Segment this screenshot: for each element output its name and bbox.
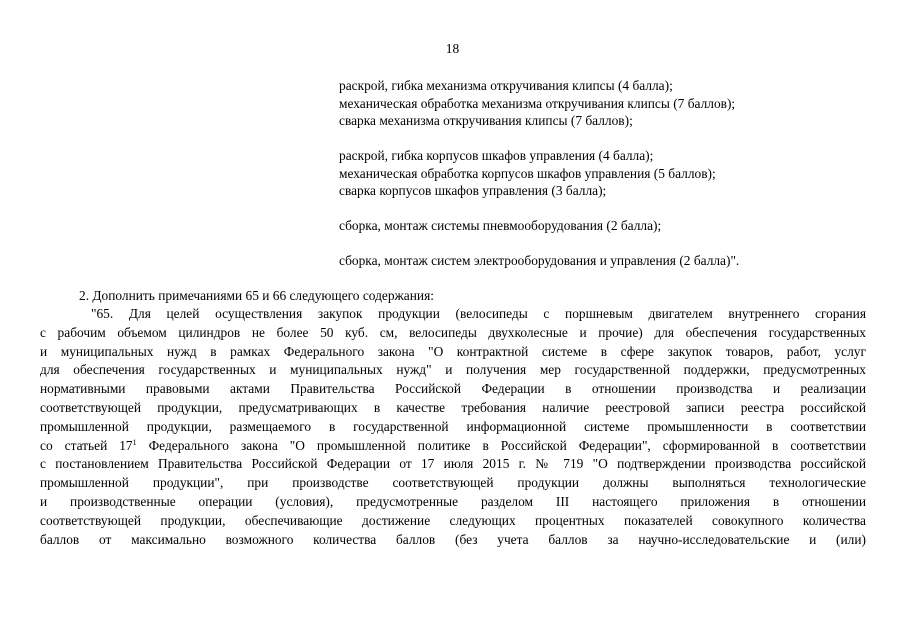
instruction-paragraph: 2. Дополнить примечаниями 65 и 66 следующего содержания:	[79, 288, 434, 303]
paragraph-line: соответствующей продукции, обеспечивающие достижение следующих процентных показателей совокупного количества	[40, 512, 866, 528]
list-gap	[339, 200, 859, 218]
list-item: раскрой, гибка корпусов шкафов управления (4 балла);	[339, 148, 654, 163]
list-item: сварка механизма откручивания клипсы (7 баллов);	[339, 113, 633, 128]
page-number: 18	[445, 41, 460, 56]
paragraph-line: с постановлением Правительства Российской Федерации от 17 июля 2015 г. № 719 "О подтверждении производства российской	[40, 456, 866, 472]
list-gap	[339, 130, 859, 148]
paragraph-line: промышленной продукции, размещаемого в государственной информационной системе промышленности в соответствии	[40, 418, 866, 434]
superscript: 1	[132, 437, 137, 447]
paragraph-line: для обеспечения государственных и муниципальных нужд" и получения мер государственной поддержки, предусмотренных	[40, 362, 866, 378]
list-item: раскрой, гибка механизма откручивания клипсы (4 балла);	[339, 78, 673, 93]
list-item: сборка, монтаж системы пневмооборудования (2 балла);	[339, 218, 662, 233]
paragraph-line: соответствующей продукции, предусматривающих в качестве требования наличие реестровой записи реестра российской	[40, 399, 866, 415]
paragraph-line: с рабочим объемом цилиндров не более 50 куб. см, велосипеды двухколесные и прочие) для обеспечения государственных	[40, 324, 866, 340]
paragraph-line: и муниципальных нужд в рамках Федерального закона "О контрактной системе в сфере закупок товаров, работ, услуг	[40, 343, 866, 359]
paragraph-line: "65. Для целей осуществления закупок продукции (велосипеды с поршневым двигателем внутреннего сгорания	[91, 306, 866, 321]
list-item: механическая обработка механизма откручивания клипсы (7 баллов);	[339, 95, 736, 111]
paragraph-line: и производственные операции (условия), предусмотренные разделом III настоящего приложения в отношении	[40, 493, 866, 509]
paragraph-line: нормативными правовыми актами Правительства Российской Федерации в отношении производства и реализации	[40, 381, 866, 397]
text-fragment: Федерального закона "О промышленной политике в Российской Федерации", сформированной в соответствии	[136, 437, 866, 453]
note-65-paragraph	[40, 305, 866, 549]
paragraph-line	[40, 437, 866, 456]
list-item: сварка корпусов шкафов управления (3 балла);	[339, 183, 607, 198]
text-fragment: со статьей 17	[40, 437, 133, 453]
list-gap	[339, 235, 859, 253]
paragraph-line: промышленной продукции", при производстве соответствующей продукции должны выполняться технологические	[40, 475, 866, 491]
list-item: механическая обработка корпусов шкафов управления (5 баллов);	[339, 165, 716, 181]
operations-list	[339, 77, 859, 270]
paragraph-line: баллов от максимально возможного количества баллов (без учета баллов за научно-исследовательские и (или)	[40, 531, 866, 547]
list-item: сборка, монтаж систем электрооборудования и управления (2 балла)".	[339, 253, 740, 268]
